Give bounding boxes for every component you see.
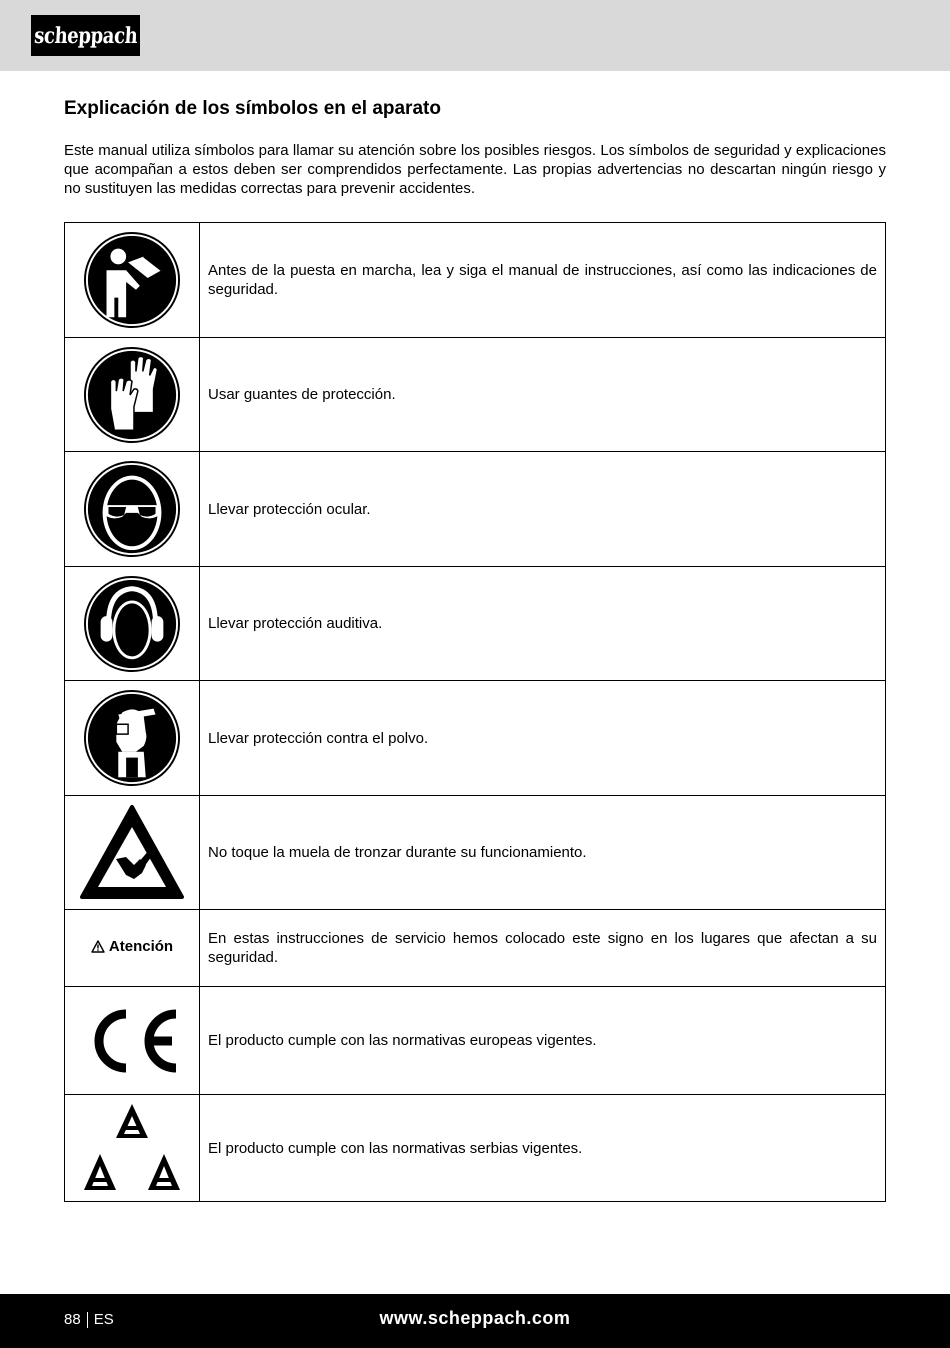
footer	[0, 1294, 950, 1348]
symbol-cell	[65, 452, 200, 567]
table-row	[65, 910, 886, 987]
symbols-table	[64, 222, 886, 1202]
language-code: ES	[93, 1311, 114, 1328]
brand-logo: scheppach	[31, 15, 140, 56]
symbol-description: Usar guantes de protección.	[200, 338, 886, 452]
symbol-cell	[65, 338, 200, 452]
table-row	[65, 681, 886, 796]
table-row	[65, 338, 886, 452]
page-title: Explicación de los símbolos en el aparato	[64, 98, 441, 119]
hand-cutting-warning-icon	[78, 803, 186, 903]
website-url: www.scheppach.com	[379, 1308, 571, 1328]
symbol-description: No toque la muela de tronzar durante su funcionamiento.	[200, 796, 886, 910]
symbol-cell	[65, 1095, 200, 1202]
symbol-cell	[65, 910, 200, 987]
symbol-description: Antes de la puesta en marcha, lea y siga el manual de instrucciones, así como las indicaciones de seguridad.	[200, 223, 886, 338]
table-row	[65, 452, 886, 567]
dust-mask-icon	[83, 689, 181, 787]
intro-paragraph: Este manual utiliza símbolos para llamar su atención sobre los posibles riesgos. Los símbolos de seguridad y explicaciones que acompañan a estos deben ser comprendidos perfectamente. Las propias advertencias no descartan ningún riesgo y no sustituyen las medidas correctas para prevenir accidentes.	[64, 142, 886, 197]
attention-text: Atención	[108, 938, 174, 955]
serbian-conformity-icon	[80, 1102, 184, 1194]
attention-label	[91, 938, 173, 955]
table-row	[65, 1095, 886, 1202]
symbol-cell	[65, 567, 200, 681]
symbol-description: Llevar protección auditiva.	[200, 567, 886, 681]
page-number: 88	[64, 1311, 81, 1328]
symbol-description: En estas instrucciones de servicio hemos colocado este signo en los lugares que afectan a su seguridad.	[200, 910, 886, 987]
symbol-description: El producto cumple con las normativas serbias vigentes.	[200, 1095, 886, 1202]
ce-mark-icon	[82, 1006, 182, 1076]
symbol-cell	[65, 681, 200, 796]
symbol-description: El producto cumple con las normativas europeas vigentes.	[200, 987, 886, 1095]
protective-gloves-icon	[83, 346, 181, 444]
table-row	[65, 223, 886, 338]
symbol-cell	[65, 987, 200, 1095]
read-manual-icon	[83, 231, 181, 329]
symbol-description: Llevar protección contra el polvo.	[200, 681, 886, 796]
table-row	[65, 987, 886, 1095]
hearing-protection-icon	[83, 575, 181, 673]
symbol-description: Llevar protección ocular.	[200, 452, 886, 567]
header-band	[0, 0, 950, 71]
symbol-cell	[65, 796, 200, 910]
eye-protection-icon	[83, 460, 181, 558]
warning-triangle-icon	[91, 940, 105, 953]
symbol-cell	[65, 223, 200, 338]
table-row	[65, 796, 886, 910]
table-row	[65, 567, 886, 681]
